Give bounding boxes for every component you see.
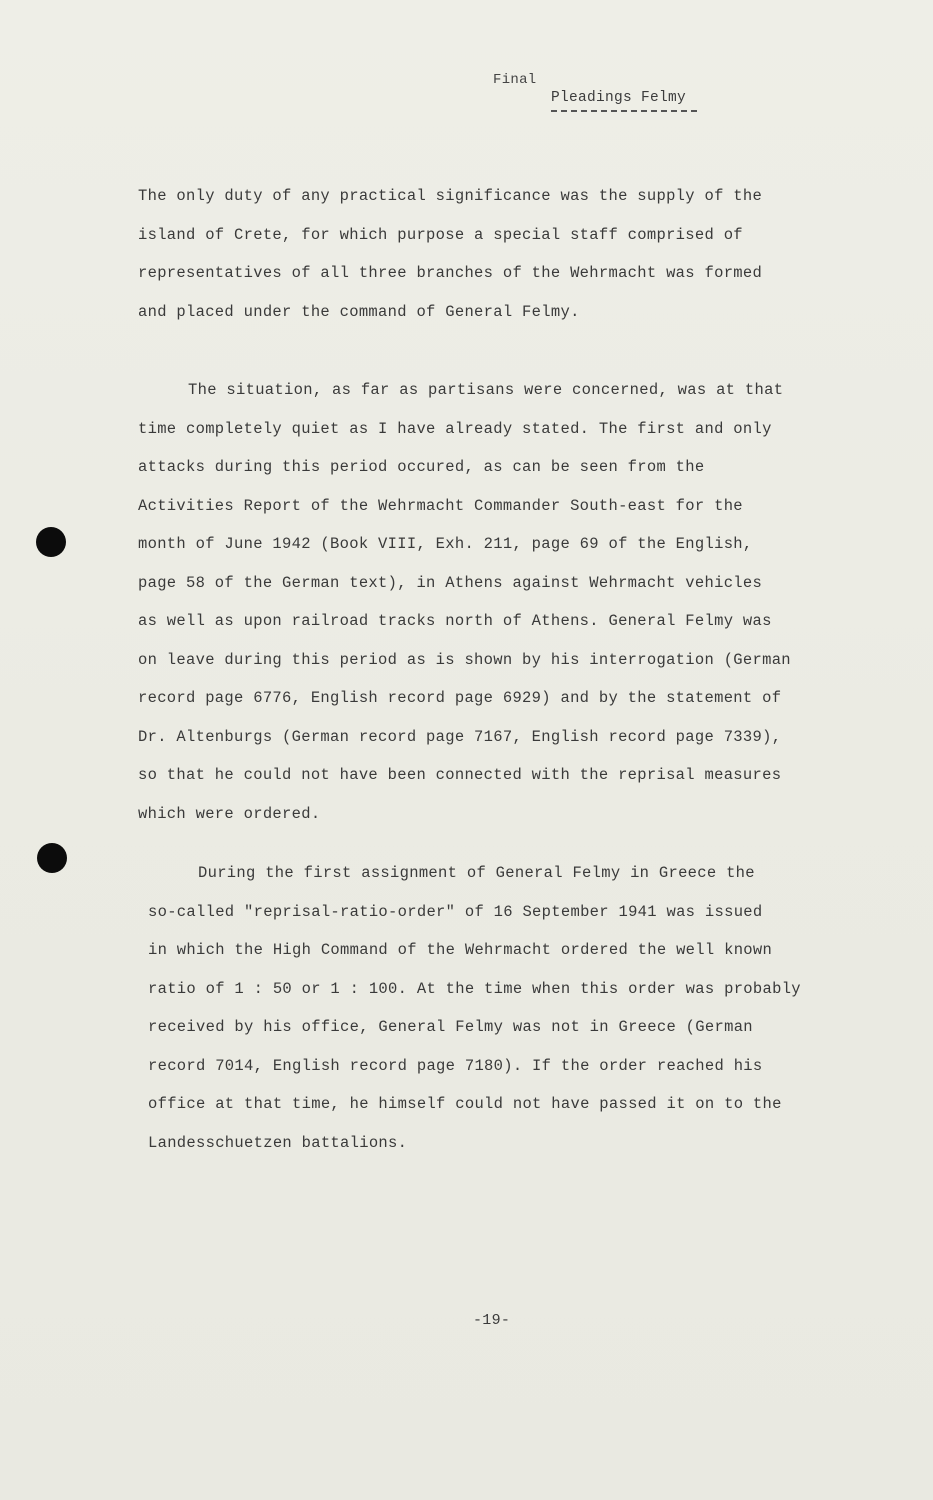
text-line: in which the High Command of the Wehrmacht ordered the well known xyxy=(148,941,773,959)
text-line: record page 6776, English record page 6929) and by the statement of xyxy=(138,689,782,707)
punch-hole-lower xyxy=(37,843,67,873)
text-line: so that he could not have been connected with the reprisal measures xyxy=(138,766,782,784)
paragraph-partisan-situation xyxy=(138,380,818,842)
text-line: Activities Report of the Wehrmacht Commander South-east for the xyxy=(138,496,743,515)
paragraph-crete-supply xyxy=(138,186,818,340)
text-line: so-called "reprisal-ratio-order" of 16 September 1941 was issued xyxy=(148,902,763,921)
text-line: record 7014, English record page 7180). If the order reached his xyxy=(148,1056,763,1075)
text-line: The only duty of any practical significance was the supply of the xyxy=(138,187,763,205)
text-line: as well as upon railroad tracks north of Athens. General Felmy was xyxy=(138,612,772,630)
text-line: page 58 of the German text), in Athens against Wehrmacht vehicles xyxy=(138,573,763,592)
text-line: Landesschuetzen battalions. xyxy=(148,1133,408,1152)
text-line: received by his office, General Felmy was not in Greece (German xyxy=(148,1018,753,1036)
paragraph-reprisal-ratio-order xyxy=(148,863,828,1171)
text-line: month of June 1942 (Book VIII, Exh. 211, page 69 of the English, xyxy=(138,535,753,553)
text-line: time completely quiet as I have already stated. The first and only xyxy=(138,419,772,438)
text-line: island of Crete, for which purpose a special staff comprised of xyxy=(138,225,743,244)
text-line: on leave during this period as is shown by his interrogation (German xyxy=(138,650,791,669)
text-line: and placed under the command of General Felmy. xyxy=(138,302,580,321)
text-line: ratio of 1 : 50 or 1 : 100. At the time when this order was probably xyxy=(148,979,801,998)
document-title: Pleadings Felmy xyxy=(551,90,687,106)
text-line: which were ordered. xyxy=(138,804,321,823)
title-underline xyxy=(551,110,697,112)
text-line: attacks during this period occured, as can be seen from the xyxy=(138,458,705,476)
text-line: The situation, as far as partisans were concerned, was at that xyxy=(188,381,784,399)
final-stamp-word: Final xyxy=(493,72,537,88)
text-line: office at that time, he himself could not have passed it on to the xyxy=(148,1095,782,1113)
punch-hole-upper xyxy=(36,527,66,557)
text-line: Dr. Altenburgs (German record page 7167, English record page 7339), xyxy=(138,727,782,746)
text-line: During the first assignment of General Felmy in Greece the xyxy=(198,864,755,882)
page-number: -19- xyxy=(473,1312,511,1329)
text-line: representatives of all three branches of the Wehrmacht was formed xyxy=(138,264,763,282)
